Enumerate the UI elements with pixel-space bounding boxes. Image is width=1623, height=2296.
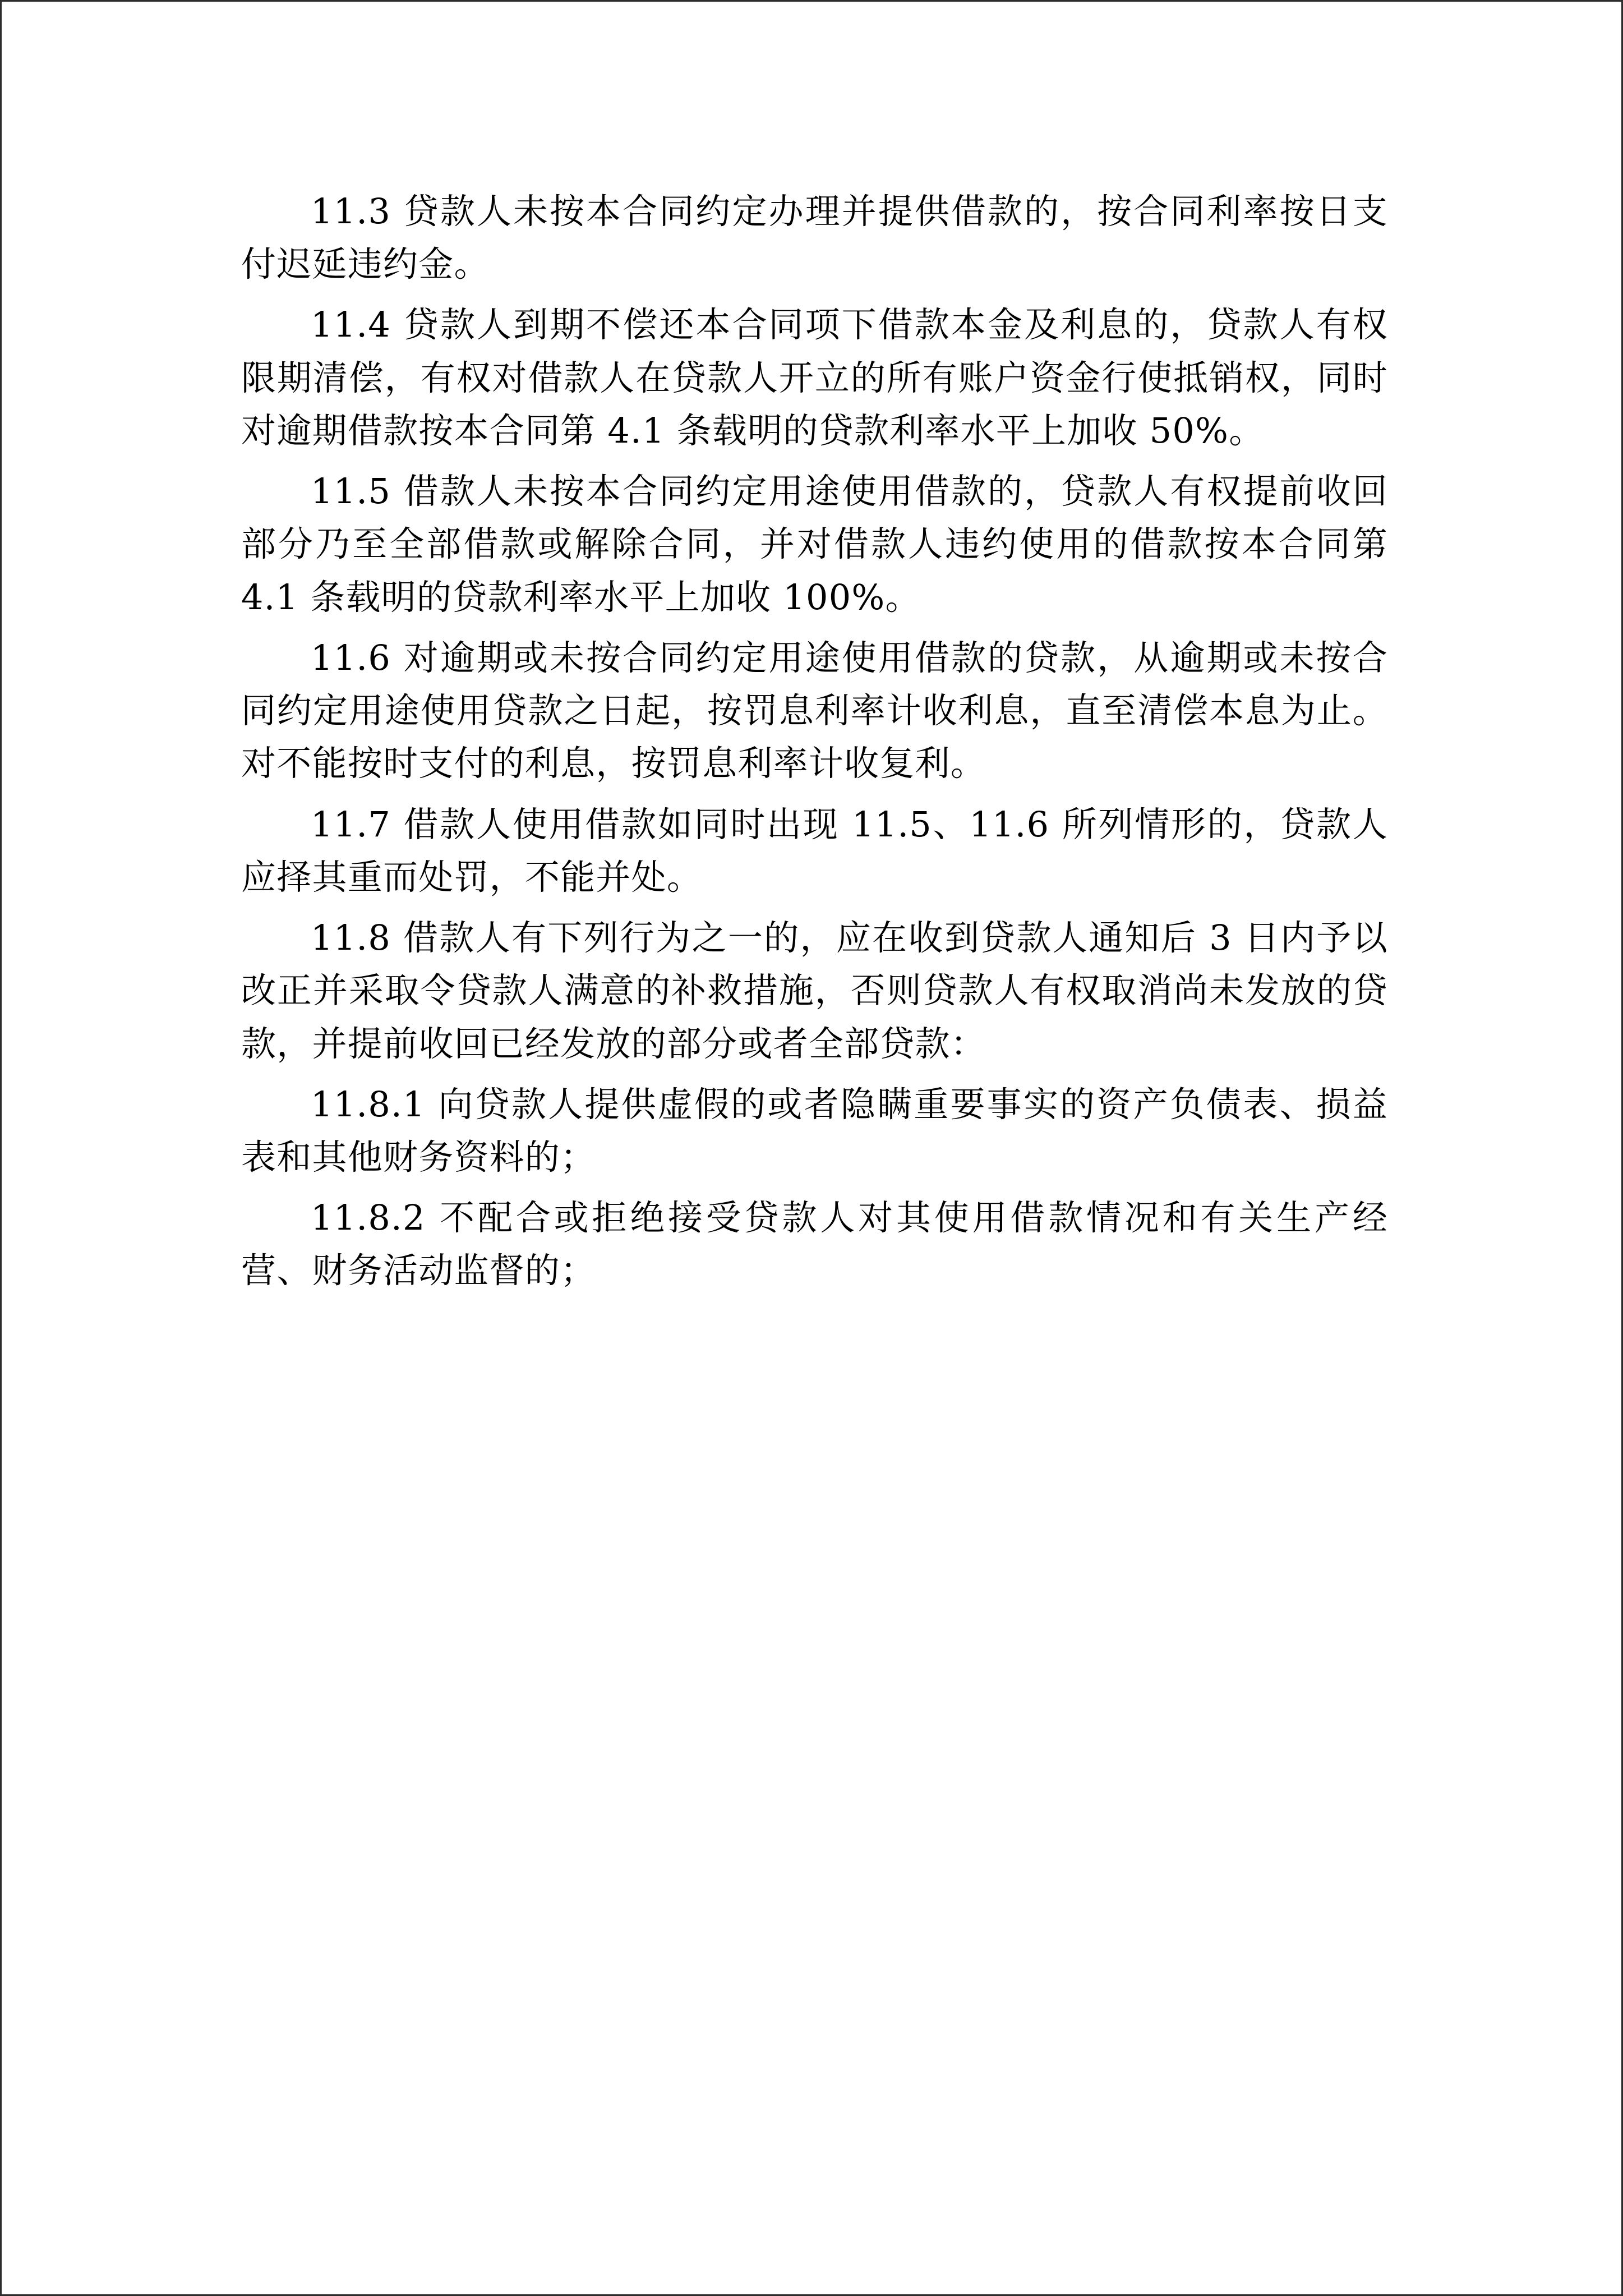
document-body [241,185,1388,1305]
paragraph-clause-11-8-1: 11.8.1 向贷款人提供虚假的或者隐瞒重要事实的资产负债表、损益表和其他财务资料的； [241,1083,1388,1177]
paragraph-clause-11-6: 11.6 对逾期或未按合同约定用途使用借款的贷款，从逾期或未按合同约定用途使用贷款之日起，按罚息利率计收利息，直至清偿本息为止。对不能按时支付的利息，按罚息利率计收复利。 [241,637,1388,784]
paragraph-clause-11-5: 11.5 借款人未按本合同约定用途使用借款的，贷款人有权提前收回部分乃至全部借款或解除合同，并对借款人违约使用的借款按本合同第 4.1 条载明的贷款利率水平上加收 100%。 [241,471,1388,618]
paragraph-clause-11-8-2: 11.8.2 不配合或拒绝接受贷款人对其使用借款情况和有关生产经营、财务活动监督的； [241,1197,1388,1291]
paragraph-clause-11-4: 11.4 贷款人到期不偿还本合同项下借款本金及利息的，贷款人有权限期清偿，有权对借款人在贷款人开立的所有账户资金行使抵销权，同时对逾期借款按本合同第 4.1 条载明的贷款利率水平上加收 50%。 [241,304,1388,451]
paragraph-clause-11-8: 11.8 借款人有下列行为之一的，应在收到贷款人通知后 3 日内予以改正并采取令贷款人满意的补救措施，否则贷款人有权取消尚未发放的贷款，并提前收回已经发放的部分或者全部贷款： [241,917,1388,1064]
paragraph-clause-11-7: 11.7 借款人使用借款如同时出现 11.5、11.6 所列情形的，贷款人应择其重而处罚，不能并处。 [241,803,1388,898]
paragraph-clause-11-3: 11.3 贷款人未按本合同约定办理并提供借款的，按合同利率按日支付迟延违约金。 [241,191,1388,285]
